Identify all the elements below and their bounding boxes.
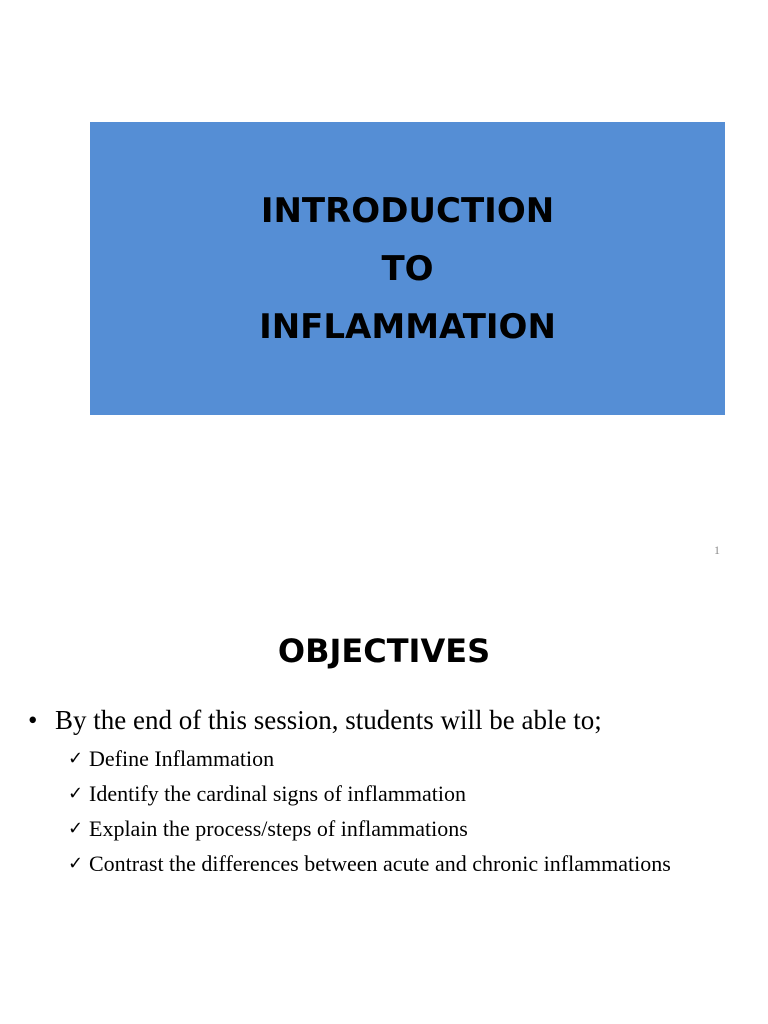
slide-number: 1	[714, 543, 720, 557]
objectives-title: OBJECTIVES	[277, 632, 491, 670]
objective-item	[68, 849, 748, 879]
main-bullet	[28, 702, 748, 738]
title-line-1: INTRODUCTION	[260, 190, 555, 231]
objective-text: Contrast the differences between acute and chronic inflammations	[89, 851, 671, 876]
objective-text: Define Inflammation	[89, 746, 275, 771]
check-mark-icon: ✓	[68, 818, 84, 839]
objective-text: Identify the cardinal signs of inflammation	[89, 781, 466, 806]
title-line-2: TO	[381, 248, 434, 289]
objective-item	[68, 814, 748, 844]
objective-item	[68, 779, 748, 809]
objectives-list	[68, 744, 748, 884]
check-mark-icon: ✓	[68, 748, 84, 769]
bullet-dot-icon: •	[28, 705, 38, 735]
title-line-3: INFLAMMATION	[259, 306, 556, 347]
objective-item	[68, 744, 748, 774]
objective-text: Explain the process/steps of inflammations	[89, 816, 468, 841]
check-mark-icon: ✓	[68, 853, 84, 874]
check-mark-icon: ✓	[68, 783, 84, 804]
slide-2	[0, 576, 768, 1024]
title-box	[90, 122, 725, 415]
main-bullet-text: By the end of this session, students will be able to;	[55, 705, 602, 735]
